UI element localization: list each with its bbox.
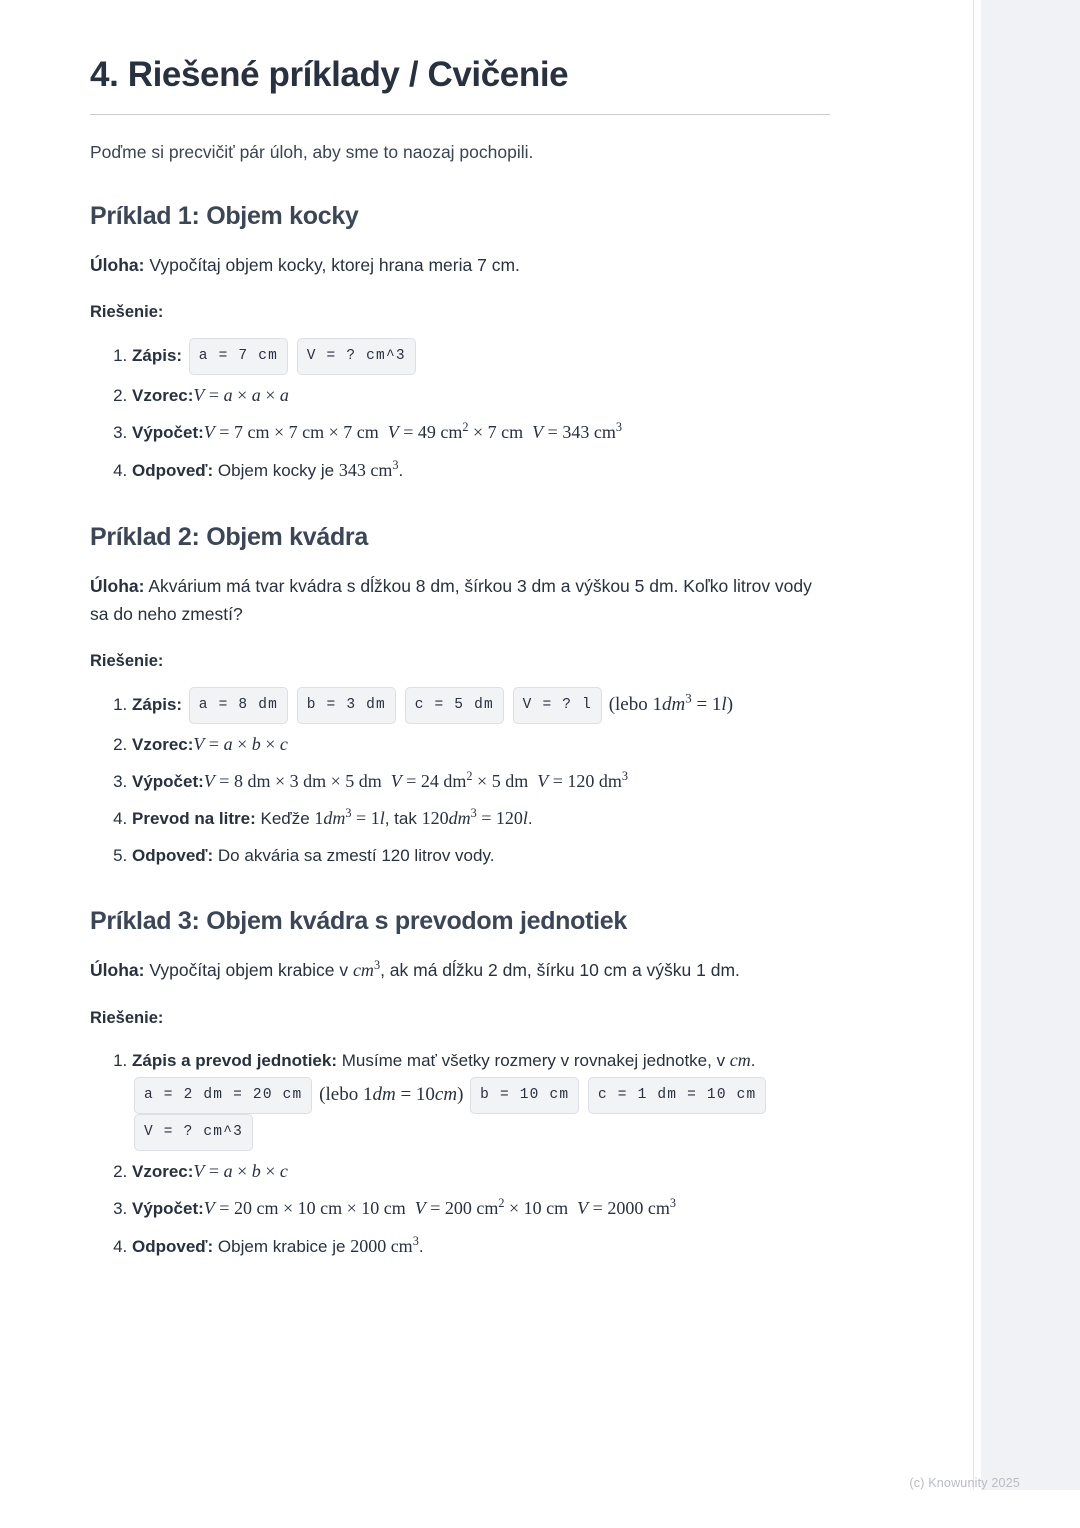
code-chip: V = ? l [513, 687, 602, 724]
task-label: Úloha: [90, 960, 145, 981]
list-item [132, 802, 830, 835]
list-item [132, 1044, 830, 1151]
example-1-title: Príklad 1: Objem kocky [90, 202, 359, 231]
answer-text: Objem kocky je 343 $cm^3$. [217, 457, 404, 480]
step-label: Vzorec: [132, 734, 194, 754]
intro-paragraph: Poďme si precvičiť pár úloh, aby sme to naozaj pochopili. [90, 142, 534, 162]
step-label: Zápis: [132, 346, 183, 366]
example-2-task [90, 572, 830, 628]
step-label: Výpočet: [132, 1199, 204, 1219]
step-label: Odpoveď: [132, 845, 214, 865]
list-item [132, 1230, 830, 1263]
example-3-task [90, 956, 830, 985]
code-chip: a = 8 dm [189, 687, 288, 724]
example-2-solution-label: Riešenie: [90, 651, 164, 670]
step-label: Zápis: [132, 694, 183, 714]
calculation-cuboid: V = 8 dm × 3 dm × 5 dm V = 24 $dm^2 \times 5$ dm V = 120 $dm^3$ [203, 769, 628, 792]
task-label: Úloha: [90, 255, 145, 276]
code-chip: V = ? cm^3 [297, 338, 416, 375]
list-item [132, 1192, 830, 1225]
code-chip: b = 10 cm [470, 1077, 579, 1114]
task-text: Vypočítaj objem krabice v $cm^3$, ak má dĺžku 2 dm, šírku 10 cm a výšku 1 dm. [149, 958, 740, 981]
formula-cube: V = a × a × a [193, 384, 289, 405]
answer-text: Do akvária sa zmestí 120 litrov vody. [217, 845, 495, 865]
answer-text: Objem krabice je 2000 $cm^3$. [217, 1233, 424, 1256]
formula-cuboid: V = a × b × c [193, 733, 288, 754]
code-chip: c = 5 dm [405, 687, 504, 724]
title-divider [90, 114, 830, 115]
step-label: Odpoveď: [132, 460, 214, 480]
list-item [132, 840, 830, 871]
example-3-title: Príklad 3: Objem kvádra s prevodom jednotiek [90, 907, 627, 936]
step-note: (lebo 1dm = 10cm) [319, 1084, 464, 1106]
example-2-steps [90, 687, 830, 871]
example-1-steps [90, 338, 830, 487]
code-chip: c = 1 dm = 10 cm [588, 1077, 766, 1114]
example-3-solution-label: Riešenie: [90, 1008, 164, 1027]
formula-cuboid: V = a × b × c [193, 1160, 288, 1181]
list-item [132, 454, 830, 487]
step-label: Prevod na litre: [132, 809, 256, 829]
list-item [132, 728, 830, 761]
step-label: Odpoveď: [132, 1236, 214, 1256]
list-item [132, 1155, 830, 1188]
calculation-box: V = 20 cm × 10 cm × 10 cm V = 200 $cm^2 \times 10$ cm V = 2000 $cm^3$ [203, 1196, 676, 1219]
task-text: Akvárium má tvar kvádra s dĺžkou 8 dm, šírkou 3 dm a výškou 5 dm. Koľko litrov vody sa do neho zmestí? [90, 575, 812, 624]
code-chip: a = 7 cm [189, 338, 288, 375]
example-3-steps [90, 1044, 830, 1263]
list-item [132, 338, 830, 375]
step-label: Zápis a prevod jednotiek: [132, 1050, 337, 1070]
list-item [132, 416, 830, 449]
example-1-solution-label: Riešenie: [90, 303, 164, 322]
page-title: 4. Riešené príklady / Cvičenie [90, 55, 569, 94]
step-label: Výpočet: [132, 772, 204, 792]
list-item [132, 687, 830, 724]
example-1-task [90, 251, 830, 279]
list-item [132, 379, 830, 412]
watermark-footer: (c) Knowunity 2025 [909, 1476, 1020, 1490]
step-label: Vzorec: [132, 385, 194, 405]
calculation-cube: V = 7 cm × 7 cm × 7 cm V = 49 $cm^2 \times 7$ cm V = 343 $cm^3$ [203, 420, 622, 443]
step-note: (lebo $1dm^3 = 1l$) [608, 690, 734, 715]
task-text: Vypočítaj objem kocky, ktorej hrana meria 7 cm. [149, 255, 520, 276]
code-chip: a = 2 dm = 20 cm [134, 1077, 312, 1114]
task-label: Úloha: [90, 575, 145, 596]
code-chip: V = ? cm^3 [134, 1114, 253, 1151]
code-chip: b = 3 dm [297, 687, 396, 724]
step-label: Vzorec: [132, 1161, 194, 1181]
example-2-title: Príklad 2: Objem kvádra [90, 522, 368, 551]
list-item [132, 765, 830, 798]
step-label: Výpočet: [132, 423, 204, 443]
conversion-text: Keďže $1dm^3 = 1l$, tak $120dm^3 = 120l$. [260, 806, 533, 829]
step-text: Musíme mať všetky rozmery v rovnakej jednotke, v cm. [341, 1049, 756, 1070]
